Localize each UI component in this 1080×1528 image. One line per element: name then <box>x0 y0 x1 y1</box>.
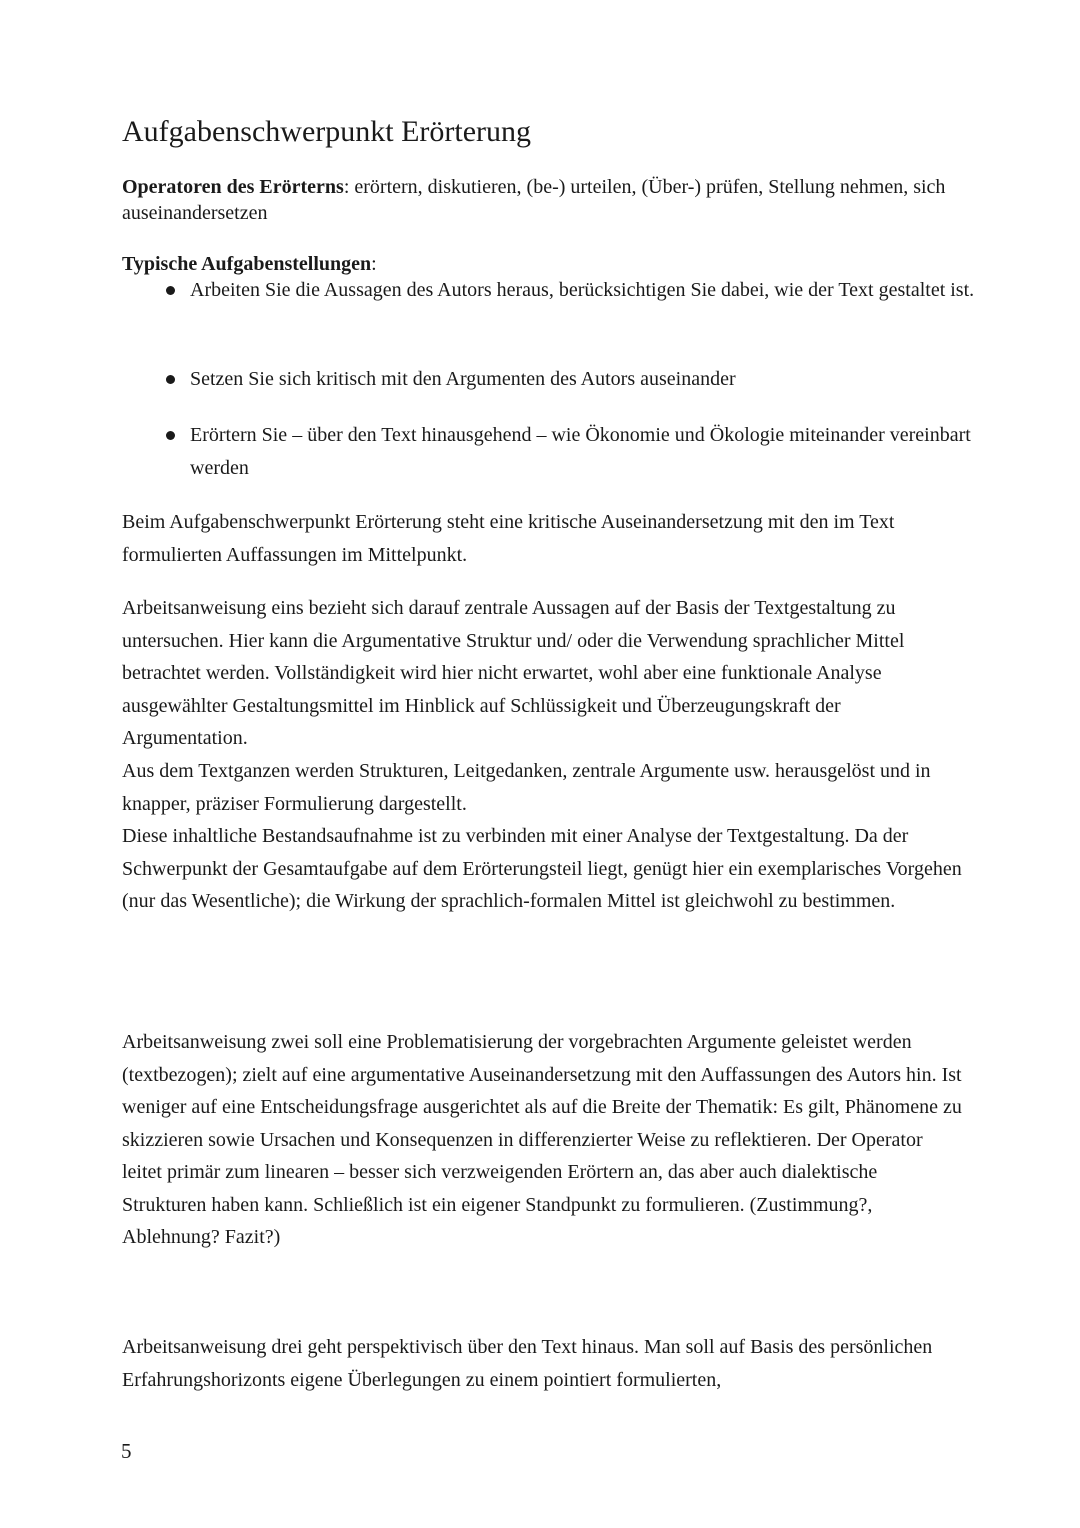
tasks-label: Typische Aufgabenstellungen <box>122 253 372 275</box>
task-list-item <box>163 274 990 307</box>
page-title: Aufgabenschwerpunkt Erörterung <box>122 115 532 148</box>
page-number: 5 <box>121 1439 132 1463</box>
operators-text: : erörtern, diskutieren, (be-) urteilen, (Über-) prüfen, Stellung nehmen, sich auseinandersetzen <box>122 176 946 224</box>
body-paragraph: Arbeitsanweisung drei geht perspektivisch über den Text hinaus. Man soll auf Basis des persönlichen Erfahrungshorizonts eigene Überlegungen zu einem pointiert formulierten, <box>122 1336 933 1391</box>
operators-paragraph <box>122 174 952 226</box>
bullet-icon <box>166 286 175 295</box>
body-paragraph: Diese inhaltliche Bestandsaufnahme ist zu verbinden mit einer Analyse der Textgestaltung. Da der Schwerpunkt der Gesamtaufgabe auf dem Erörterungsteil liegt, genügt hier ein exemplarisches Vorgehen (nur das Wesentliche); die Wirkung der sprachlich-formalen Mittel ist gleichwohl zu bestimmen. <box>122 825 962 912</box>
bullet-icon <box>166 431 175 440</box>
body-paragraph: Aus dem Textganzen werden Strukturen, Leitgedanken, zentrale Argumente usw. herausgelöst und in knapper, präziser Formulierung dargestellt. <box>122 760 931 815</box>
body-paragraph: Beim Aufgabenschwerpunkt Erörterung steht eine kritische Auseinandersetzung mit den im Text formulierten Auffassungen im Mittelpunkt. <box>122 511 895 566</box>
task-list-item <box>163 363 990 396</box>
task-text: Arbeiten Sie die Aussagen des Autors heraus, berücksichtigen Sie dabei, wie der Text gestaltet ist. <box>190 279 975 301</box>
bullet-icon <box>166 375 175 384</box>
operators-label: Operatoren des Erörterns <box>122 176 344 198</box>
task-text: Setzen Sie sich kritisch mit den Argumenten des Autors auseinander <box>190 368 736 390</box>
task-list-item <box>163 419 990 485</box>
body-paragraph: Arbeitsanweisung zwei soll eine Problematisierung der vorgebrachten Argumente geleistet werden (textbezogen); zielt auf eine argumentative Auseinandersetzung mit den Auffassungen des Autors hin. Ist weniger auf eine Entscheidungsfrage ausgerichtet als auf die Breite der Thematik: Es gilt, Phänomene zu skizzieren sowie Ursachen und Konsequenzen in differenzierter Weise zu reflektieren. Der Operator leitet primär zum linearen – besser sich verzweigenden Erörtern an, das aber auch dialektische Strukturen haben kann. Schließlich ist ein eigener Standpunkt zu formulieren. (Zustimmung?, Ablehnung? Fazit?) <box>122 1031 962 1248</box>
body-paragraph: Arbeitsanweisung eins bezieht sich darauf zentrale Aussagen auf der Basis der Textgestaltung zu untersuchen. Hier kann die Argumentative Struktur und/ oder die Verwendung sprachlicher Mittel betrachtet werden. Vollständigkeit wird hier nicht erwartet, wohl aber eine funktionale Analyse ausgewählter Gestaltungsmittel im Hinblick auf Schlüssigkeit und Überzeugungskraft der Argumentation. <box>122 597 905 749</box>
task-text: Erörtern Sie – über den Text hinausgehend – wie Ökonomie und Ökologie miteinander vereinbart werden <box>190 424 971 479</box>
tasks-colon: : <box>371 253 377 275</box>
